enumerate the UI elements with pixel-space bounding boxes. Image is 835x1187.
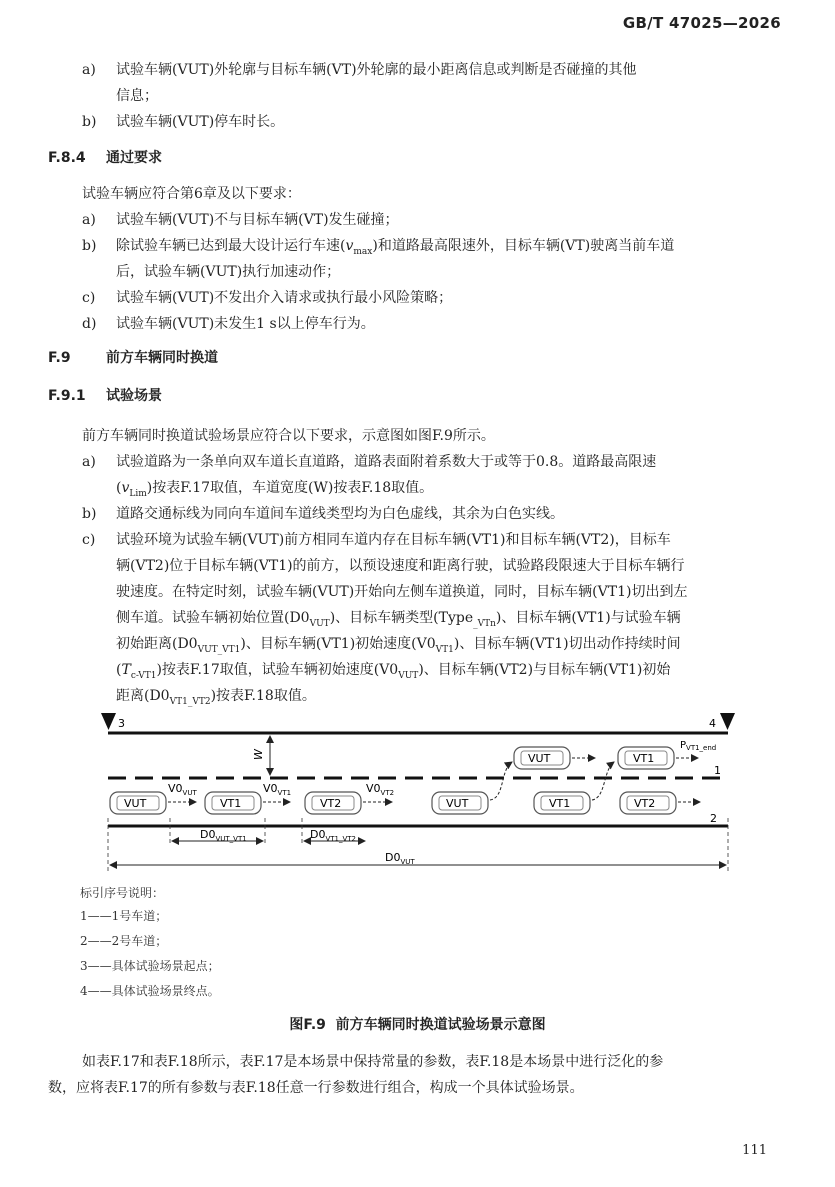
list-marker: d) — [82, 316, 97, 332]
list-text: 试验车辆(VUT)不发出介入请求或执行最小风险策略； — [116, 290, 453, 306]
subscript: VUT — [398, 670, 419, 681]
figure-number: 图F.9 — [289, 1017, 326, 1033]
vt2-vehicle-right-lane — [620, 792, 676, 814]
start-marker-label: 3 — [118, 717, 125, 730]
list-text: ( — [116, 662, 122, 678]
vut-vehicle-start — [110, 792, 166, 814]
list-text: 除试验车辆已达到最大设计运行车速( — [116, 238, 346, 254]
list-text: 试验车辆(VUT)停车时长。 — [116, 114, 285, 130]
list-item — [82, 58, 637, 82]
vehicle-label: VUT — [528, 752, 551, 765]
list-marker: a) — [82, 62, 96, 78]
lane-2-label: 2 — [710, 812, 717, 825]
end-marker-label: 4 — [709, 717, 716, 730]
section-title: 前方车辆同时换道 — [106, 350, 218, 366]
list-item — [116, 260, 340, 284]
list-text: )、目标车辆类型(Type — [329, 610, 474, 626]
list-marker: c) — [82, 290, 96, 306]
vehicle-label: VUT — [446, 797, 469, 810]
subscript: Lim — [129, 488, 147, 499]
list-text: )、目标车辆(VT1)切出动作持续时间 — [453, 636, 681, 652]
section-number: F.9.1 — [48, 388, 86, 404]
subscript: VUT_VT1 — [197, 644, 241, 655]
list-item — [82, 528, 671, 552]
lane-width-label: W — [252, 749, 265, 760]
list-item — [82, 110, 284, 134]
list-text: 试验车辆(VUT)未发生1 s以上停车行为。 — [116, 316, 375, 332]
vehicle-label: VUT — [124, 797, 147, 810]
page-number: 111 — [742, 1143, 767, 1158]
list-item — [82, 312, 375, 336]
vt1-end-position-label: $P_{VT1\_end}$ — [680, 740, 717, 752]
vut-speed-label: $V0_{VUT}$ — [168, 782, 197, 797]
list-text: 后，试验车辆(VUT)执行加速动作； — [116, 264, 341, 280]
vt1-lane-change-path — [592, 762, 614, 800]
variable: v — [345, 238, 354, 254]
list-text: )、目标车辆(VT2)与目标车辆(VT1)初始 — [418, 662, 671, 678]
list-text: 试验车辆(VUT)不与目标车辆(VT)发生碰撞； — [116, 212, 399, 228]
list-text: )按表F.17取值，车道宽度(W)按表F.18取值。 — [146, 480, 434, 496]
section-number: F.9 — [48, 350, 71, 366]
list-marker: b) — [82, 114, 97, 130]
list-marker: a) — [82, 454, 96, 470]
list-text: )、目标车辆(VT1)初始速度(V0 — [240, 636, 436, 652]
list-text: )按表F.17取值，试验车辆初始速度(V0 — [156, 662, 399, 678]
vut-vehicle-midchange — [432, 792, 488, 814]
list-text: 信息； — [116, 88, 158, 104]
section-heading-f9 — [48, 346, 218, 370]
subscript: VT1_VT2 — [169, 696, 211, 707]
figure-caption — [0, 1014, 835, 1034]
list-item: 辆(VT2)位于目标车辆(VT1)的前方，以预设速度和距离行驶，试验路段限速大于目标车辆行 — [116, 558, 685, 574]
list-text: 试验环境为试验车辆(VUT)前方相同车道内存在目标车辆(VT1)和目标车辆(VT2)，目标车 — [116, 532, 671, 548]
vehicle-label: VT2 — [634, 797, 656, 810]
list-marker: c) — [82, 532, 96, 548]
standard-number: GB/T 47025—2026 — [622, 14, 781, 32]
list-item: 驶速度。在特定时刻，试验车辆(VUT)开始向左侧车道换道，同时，目标车辆(VT1)切出到左 — [116, 584, 688, 600]
d0-vut-vt1-label: $D0_{VUT\_VT1}$ — [200, 828, 247, 843]
d0-vut-label: $D0_{VUT}$ — [385, 851, 415, 866]
subscript: _VTn — [473, 618, 496, 629]
vt1-vehicle-left-lane — [618, 747, 674, 769]
vt1-vehicle-right-lane — [534, 792, 590, 814]
list-text: 初始距离(D0 — [116, 636, 198, 652]
list-marker: b) — [82, 238, 97, 254]
vt1-speed-label: $V0_{VT1}$ — [263, 782, 292, 797]
list-text: 侧车道。试验车辆初始位置(D0 — [116, 610, 310, 626]
paragraph: 如表F.17和表F.18所示，表F.17是本场景中保持常量的参数，表F.18是本场景中进行泛化的参 — [82, 1054, 664, 1070]
vut-vehicle-left-lane — [514, 747, 570, 769]
subscript: VT1 — [435, 644, 454, 655]
scenario-diagram — [0, 700, 835, 880]
list-text: 试验车辆(VUT)外轮廓与目标车辆(VT)外轮廓的最小距离信息或判断是否碰撞的其他 — [116, 62, 637, 78]
list-marker: a) — [82, 212, 96, 228]
list-text: )按表F.18取值。 — [210, 688, 316, 704]
legend-item: 2——2号车道； — [80, 934, 168, 948]
list-text: 试验道路为一条单向双车道长直道路，道路表面附着系数大于或等于0.8。道路最高限速 — [116, 454, 657, 470]
end-triangle-icon — [720, 713, 735, 730]
list-text: 道路交通标线为同向车道间车道线类型均为白色虚线，其余为白色实线。 — [116, 506, 564, 522]
subscript: max — [353, 246, 373, 257]
list-item — [116, 84, 158, 108]
figure-title: 前方车辆同时换道试验场景示意图 — [335, 1017, 546, 1033]
paragraph: 前方车辆同时换道试验场景应符合以下要求，示意图如图F.9所示。 — [82, 428, 495, 444]
paragraph: 试验车辆应符合第6章及以下要求： — [82, 186, 301, 202]
paragraph: 数，应将表F.17的所有参数与表F.18任意一行参数进行组合，构成一个具体试验场景。 — [48, 1080, 584, 1096]
list-text: )、目标车辆(VT1)与试验车辆 — [495, 610, 681, 626]
section-title: 试验场景 — [106, 388, 162, 404]
legend-item: 4——具体试验场景终点。 — [80, 984, 220, 998]
vehicle-label: VT1 — [220, 797, 242, 810]
d0-vt1-vt2-label: $D0_{VT1\_VT2}$ — [310, 828, 357, 843]
lane-1-label: 1 — [714, 764, 721, 777]
vehicle-label: VT1 — [633, 752, 655, 765]
variable: v — [121, 480, 130, 496]
vut-lane-change-path — [490, 762, 512, 800]
start-triangle-icon — [101, 713, 116, 730]
legend-item: 1——1号车道； — [80, 909, 168, 923]
list-text: ( — [116, 480, 122, 496]
vt1-vehicle-start — [205, 792, 261, 814]
vehicle-label: VT2 — [320, 797, 342, 810]
list-item — [82, 208, 399, 232]
section-heading-f84 — [48, 146, 162, 170]
list-item — [82, 450, 656, 474]
list-marker: b) — [82, 506, 97, 522]
legend-title: 标引序号说明： — [80, 886, 165, 900]
vt2-vehicle-start — [305, 792, 361, 814]
section-title: 通过要求 — [106, 150, 162, 166]
subscript: c-VT1 — [130, 670, 157, 681]
list-text: )和道路最高限速外，目标车辆(VT)驶离当前车道 — [372, 238, 675, 254]
list-item — [82, 286, 452, 310]
legend-item: 3——具体试验场景起点； — [80, 959, 220, 973]
vt2-speed-label: $V0_{VT2}$ — [366, 782, 395, 797]
section-heading-f91 — [48, 384, 162, 408]
list-item — [82, 502, 564, 526]
list-text: 距离(D0 — [116, 688, 170, 704]
variable: T — [121, 662, 131, 678]
vehicle-label: VT1 — [549, 797, 571, 810]
subscript: VUT — [309, 618, 330, 629]
section-number: F.8.4 — [48, 150, 86, 166]
